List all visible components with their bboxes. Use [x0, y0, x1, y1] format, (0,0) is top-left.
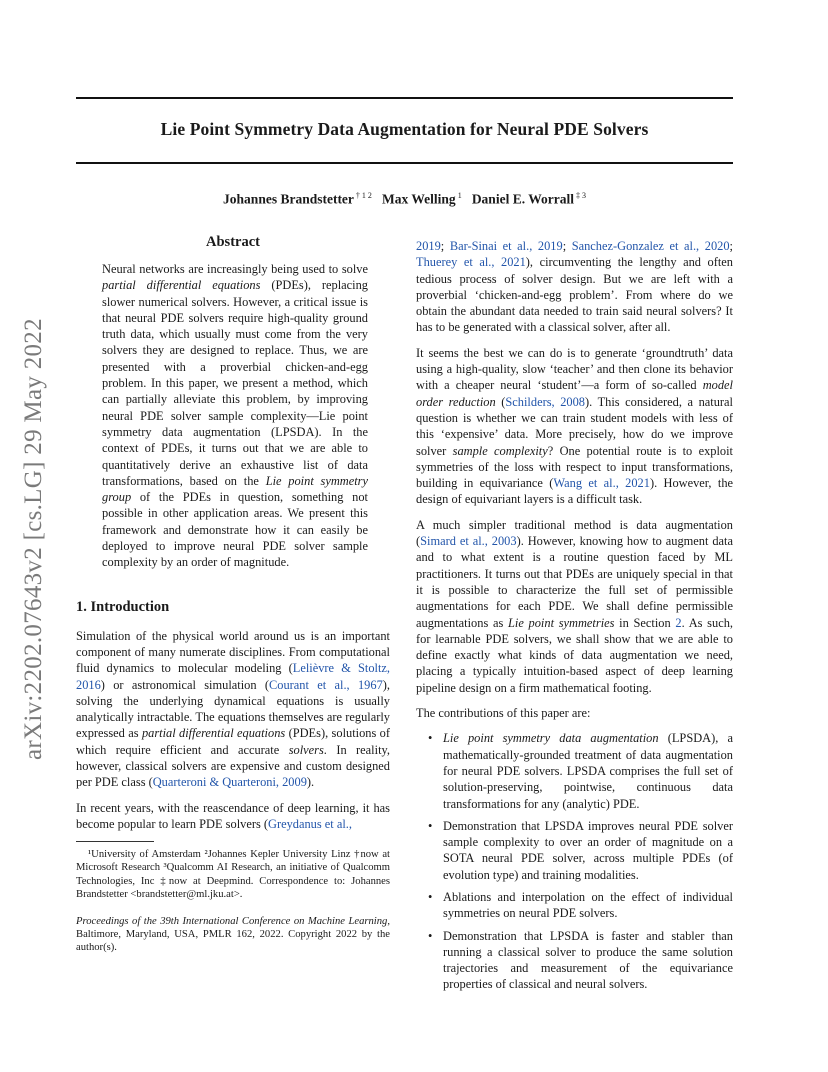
title-rule-bottom	[76, 162, 733, 164]
arxiv-identifier: arXiv:2202.07643v2 [cs.LG] 29 May 2022	[20, 318, 47, 760]
right-column	[416, 238, 733, 999]
list-item: • Demonstration that LPSDA improves neural PDE solver sample complexity to over an order of magnitude on a SOTA neural PDE solver, across multiple PDEs (of evolution type) and training modalities.	[416, 818, 733, 883]
author-name: Johannes Brandstetter	[223, 191, 354, 207]
intro-paragraph: Simulation of the physical world around us is an important component of many numerate disciplines. From computational fluid dynamics to molecular modeling (Lelièvre & Stoltz, 2016) or astronomical simulation (Courant et al., 1967), solving the underlying dynamical equations is usually analytically intractable. The equations themselves are regularly expressed as partial differential equations (PDEs), solutions of which require efficient and accurate solvers. In reality, however, classical solvers are expensive and custom designed per PDE class (Quarteroni & Quarteroni, 2009).	[76, 628, 391, 790]
paper-title: Lie Point Symmetry Data Augmentation for Neural PDE Solvers	[160, 119, 649, 139]
title-rule-top	[76, 97, 733, 99]
author-list	[76, 191, 733, 208]
footnote-rule	[76, 841, 154, 842]
abstract-text: Neural networks are increasingly being used to solve partial differential equations (PDEs), replacing slower numerical solvers. However, a critical issue is that neural PDE solvers require high-quality ground truth data, which usually must come from the very solvers they are designed to replace. Thus, we are presented with a proverbial chicken-and-egg problem. In this paper, we present a method, which can partially alleviate this problem, by improving neural PDE solver sample complexity—Lie point symmetry data augmentation (LPSDA). In the context of PDEs, it turns out that we are able to quantitatively derive an exhaustive list of data transformations, based on the Lie point symmetry group of the PDEs in question, something not possible in other application areas. We present this framework and demonstrate how it can easily be deployed to improve neural PDE solver sample complexity by an order of magnitude.	[102, 262, 369, 570]
author-name: Max Welling	[382, 191, 456, 207]
author-affiliation-marks: † 1 2	[355, 191, 372, 200]
contributions-list	[416, 730, 733, 992]
list-item: • Ablations and interpolation on the effect of individual symmetries on neural PDE solvers.	[416, 889, 733, 922]
section-heading-introduction: 1. Introduction	[76, 598, 170, 615]
intro-paragraph: 2019; Bar-Sinai et al., 2019; Sanchez-Gonzalez et al., 2020; Thuerey et al., 2021), circumventing the lengthy and often tedious process of solver design. But we are left with a proverbial ‘chicken-and-egg problem’. From where do we obtain the abundant data needed to train said neural solvers? It has to be generated with a classical solver, after all.	[416, 239, 733, 335]
citation-link[interactable]: Wang et al., 2021	[553, 476, 650, 491]
citation-link[interactable]: Courant et al., 1967	[269, 677, 383, 692]
proceedings-note: Proceedings of the 39th International Conference on Machine Learning, Baltimore, Maryland, USA, PMLR 162, 2022. Copyright 2022 by the author(s).	[76, 916, 390, 954]
intro-paragraph: A much simpler traditional method is data augmentation (Simard et al., 2003). However, knowing how to augment data and to what extent is a routine question faced by ML practitioners. It turns out that PDEs are uniquely special in that it is possible to characterize the full set of permissible augmentations for each PDE. We shall define permissible augmentations as Lie point symmetries in Section 2. As such, for learnable PDE solvers, we shall show that we are able to define exactly what kinds of data augmentation we need, placing a typically intuition-based aspect of deep learning pipeline design on a firm mathematical footing.	[416, 517, 733, 695]
affiliation-footnote: ¹University of Amsterdam ²Johannes Kepler University Linz †now at Microsoft Research ³Qualcomm AI Research, an initiative of Qualcomm Technologies, Inc ‡now at Deepmind. Correspondence to: Johannes Brandstetter <brandstetter@ml.jku.at>.	[76, 849, 390, 900]
author-affiliation-marks: 1	[457, 191, 462, 200]
intro-paragraph: It seems the best we can do is to generate ‘groundtruth’ data using a high-quality, slow ‘teacher’ and then clone its behavior with a cheaper neural ‘student’—a form of so-called model order reduction (Schilders, 2008). This considered, a natural question is whether we can train student models with less of this ‘expensive’ data. More precisely, how do we improve solver sample complexity? One potential route is to exploit symmetries of the loss with respect to input transformations, building in equivariance (Wang et al., 2021). However, the design of equivariant layers is a difficult task.	[416, 345, 734, 507]
intro-paragraph: In recent years, with the reascendance of deep learning, it has become popular to learn PDE solvers (Greydanus et al.,	[76, 800, 390, 831]
citation-link[interactable]: Greydanus et al.,	[268, 816, 352, 831]
left-column	[76, 234, 390, 955]
citation-link[interactable]: 2019	[416, 239, 441, 253]
citation-link[interactable]: Sanchez-Gonzalez et al., 2020	[571, 239, 730, 253]
citation-link[interactable]: Bar-Sinai et al., 2019	[449, 239, 563, 253]
abstract-heading: Abstract	[206, 234, 260, 250]
section-reference-link[interactable]: 2	[675, 615, 682, 630]
citation-link[interactable]: Quarteroni & Quarteroni, 2009	[152, 775, 307, 790]
author-name: Daniel E. Worrall	[471, 191, 574, 207]
citation-link[interactable]: Schilders, 2008	[505, 394, 585, 409]
list-item: • Demonstration that LPSDA is faster and stabler than running a classical solver to produce the same solution trajectories and measurement of the equivariance properties of classical and neural solvers.	[416, 928, 733, 993]
citation-link[interactable]: Thuerey et al., 2021	[416, 255, 526, 270]
citation-link[interactable]: Simard et al., 2003	[420, 534, 517, 549]
citation-link[interactable]: Lelièvre & Stoltz, 2016	[76, 661, 390, 692]
list-item: • Lie point symmetry data augmentation (LPSDA), a mathematically-grounded treatment of data augmentation for neural PDE solvers. LPSDA comprises the full set of solution-preserving, pointwise, continuous data transformations for any (analytic) PDE.	[416, 730, 733, 811]
contributions-intro: The contributions of this paper are:	[416, 706, 591, 721]
author-affiliation-marks: ‡ 3	[575, 191, 586, 200]
